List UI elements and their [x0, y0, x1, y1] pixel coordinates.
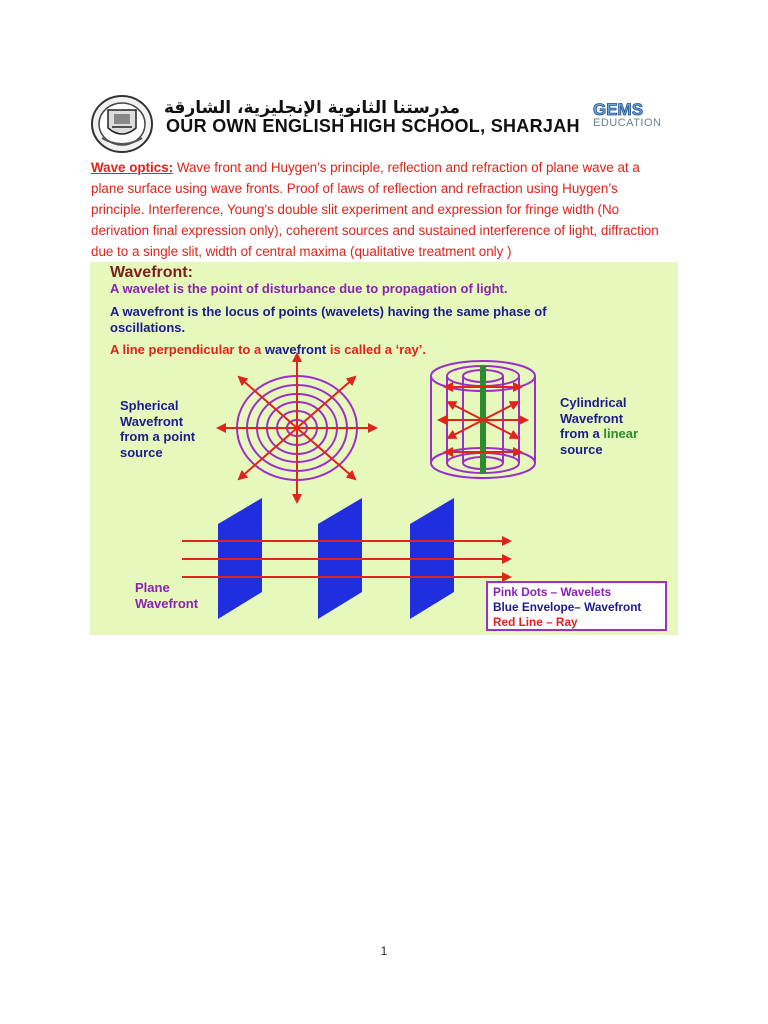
cylindrical-label-line: Wavefront: [560, 410, 624, 426]
cylindrical-label-part: from a: [560, 426, 604, 441]
plane-label-line: Wavefront: [135, 595, 199, 611]
syllabus-body: Wave front and Huygen’s principle, reflection and refraction of plane wave at a plane surface using wave fronts. Proof of laws of reflection and refraction using Huygen’s principle. Interference, Young's double slit experiment and expression for fringe width (No derivation final expression only), coherent sources and sustained interference of light, diffraction due to a single slit, width of central maxima (qualitative treatment only ): [91, 160, 659, 259]
plane-wavefront-label: [135, 580, 198, 611]
wavefront-definition-line1: A wavefront is the locus of points (wavelets) having the same phase of: [110, 304, 547, 319]
plane-label-line: Plane: [135, 580, 170, 595]
wavefront-definition-line2: oscillations.: [110, 320, 186, 335]
school-header: [90, 94, 680, 154]
spherical-label-line: Wavefront: [120, 413, 184, 429]
legend-wavefront: Blue Envelope– Wavefront: [493, 600, 642, 614]
gems-education-label: EDUCATION: [593, 117, 662, 129]
wavefront-definition: [110, 304, 547, 336]
syllabus-paragraph: [91, 157, 671, 262]
cylindrical-label-part: linear: [603, 426, 639, 441]
page-number: 1: [380, 944, 388, 958]
cylindrical-wavefront-drawing: [431, 361, 535, 478]
school-crest-logo: [90, 94, 154, 154]
gems-logo-text: GEMS: [593, 100, 644, 119]
figure-title: Wavefront:: [110, 264, 193, 281]
wavefront-figure: [90, 262, 678, 635]
school-name-english: OUR OWN ENGLISH HIGH SCHOOL, SHARJAH: [166, 116, 580, 136]
cylindrical-wavefront-label: [560, 395, 638, 457]
ray-definition-part1: A line perpendicular to a: [110, 342, 265, 357]
legend-ray: Red Line – Ray: [493, 615, 578, 629]
wavelet-definition: A wavelet is the point of disturbance due to propagation of light.: [110, 281, 508, 296]
syllabus-heading: Wave optics:: [91, 160, 174, 175]
cylindrical-label-line: source: [560, 441, 603, 457]
ray-definition-part2: wavefront: [264, 342, 327, 357]
figure-legend: [486, 581, 667, 631]
plane-wavefront-drawing: [182, 498, 510, 619]
spherical-label-line: from a point: [120, 429, 196, 444]
school-name-arabic: مدرستنا الثانوية الإنجليزية، الشارقة: [164, 98, 460, 118]
ray-definition-part3: is called a ‘ray’.: [326, 342, 426, 357]
spherical-wavefront-drawing: [218, 354, 376, 502]
spherical-label-line: source: [120, 444, 163, 460]
cylindrical-label-line: [560, 426, 638, 442]
cylindrical-label-line: Cylindrical: [560, 395, 627, 410]
spherical-label-line: Spherical: [120, 398, 179, 413]
ray-definition: [110, 342, 426, 357]
legend-wavelets: Pink Dots – Wavelets: [493, 585, 612, 599]
spherical-wavefront-label: [120, 398, 195, 460]
